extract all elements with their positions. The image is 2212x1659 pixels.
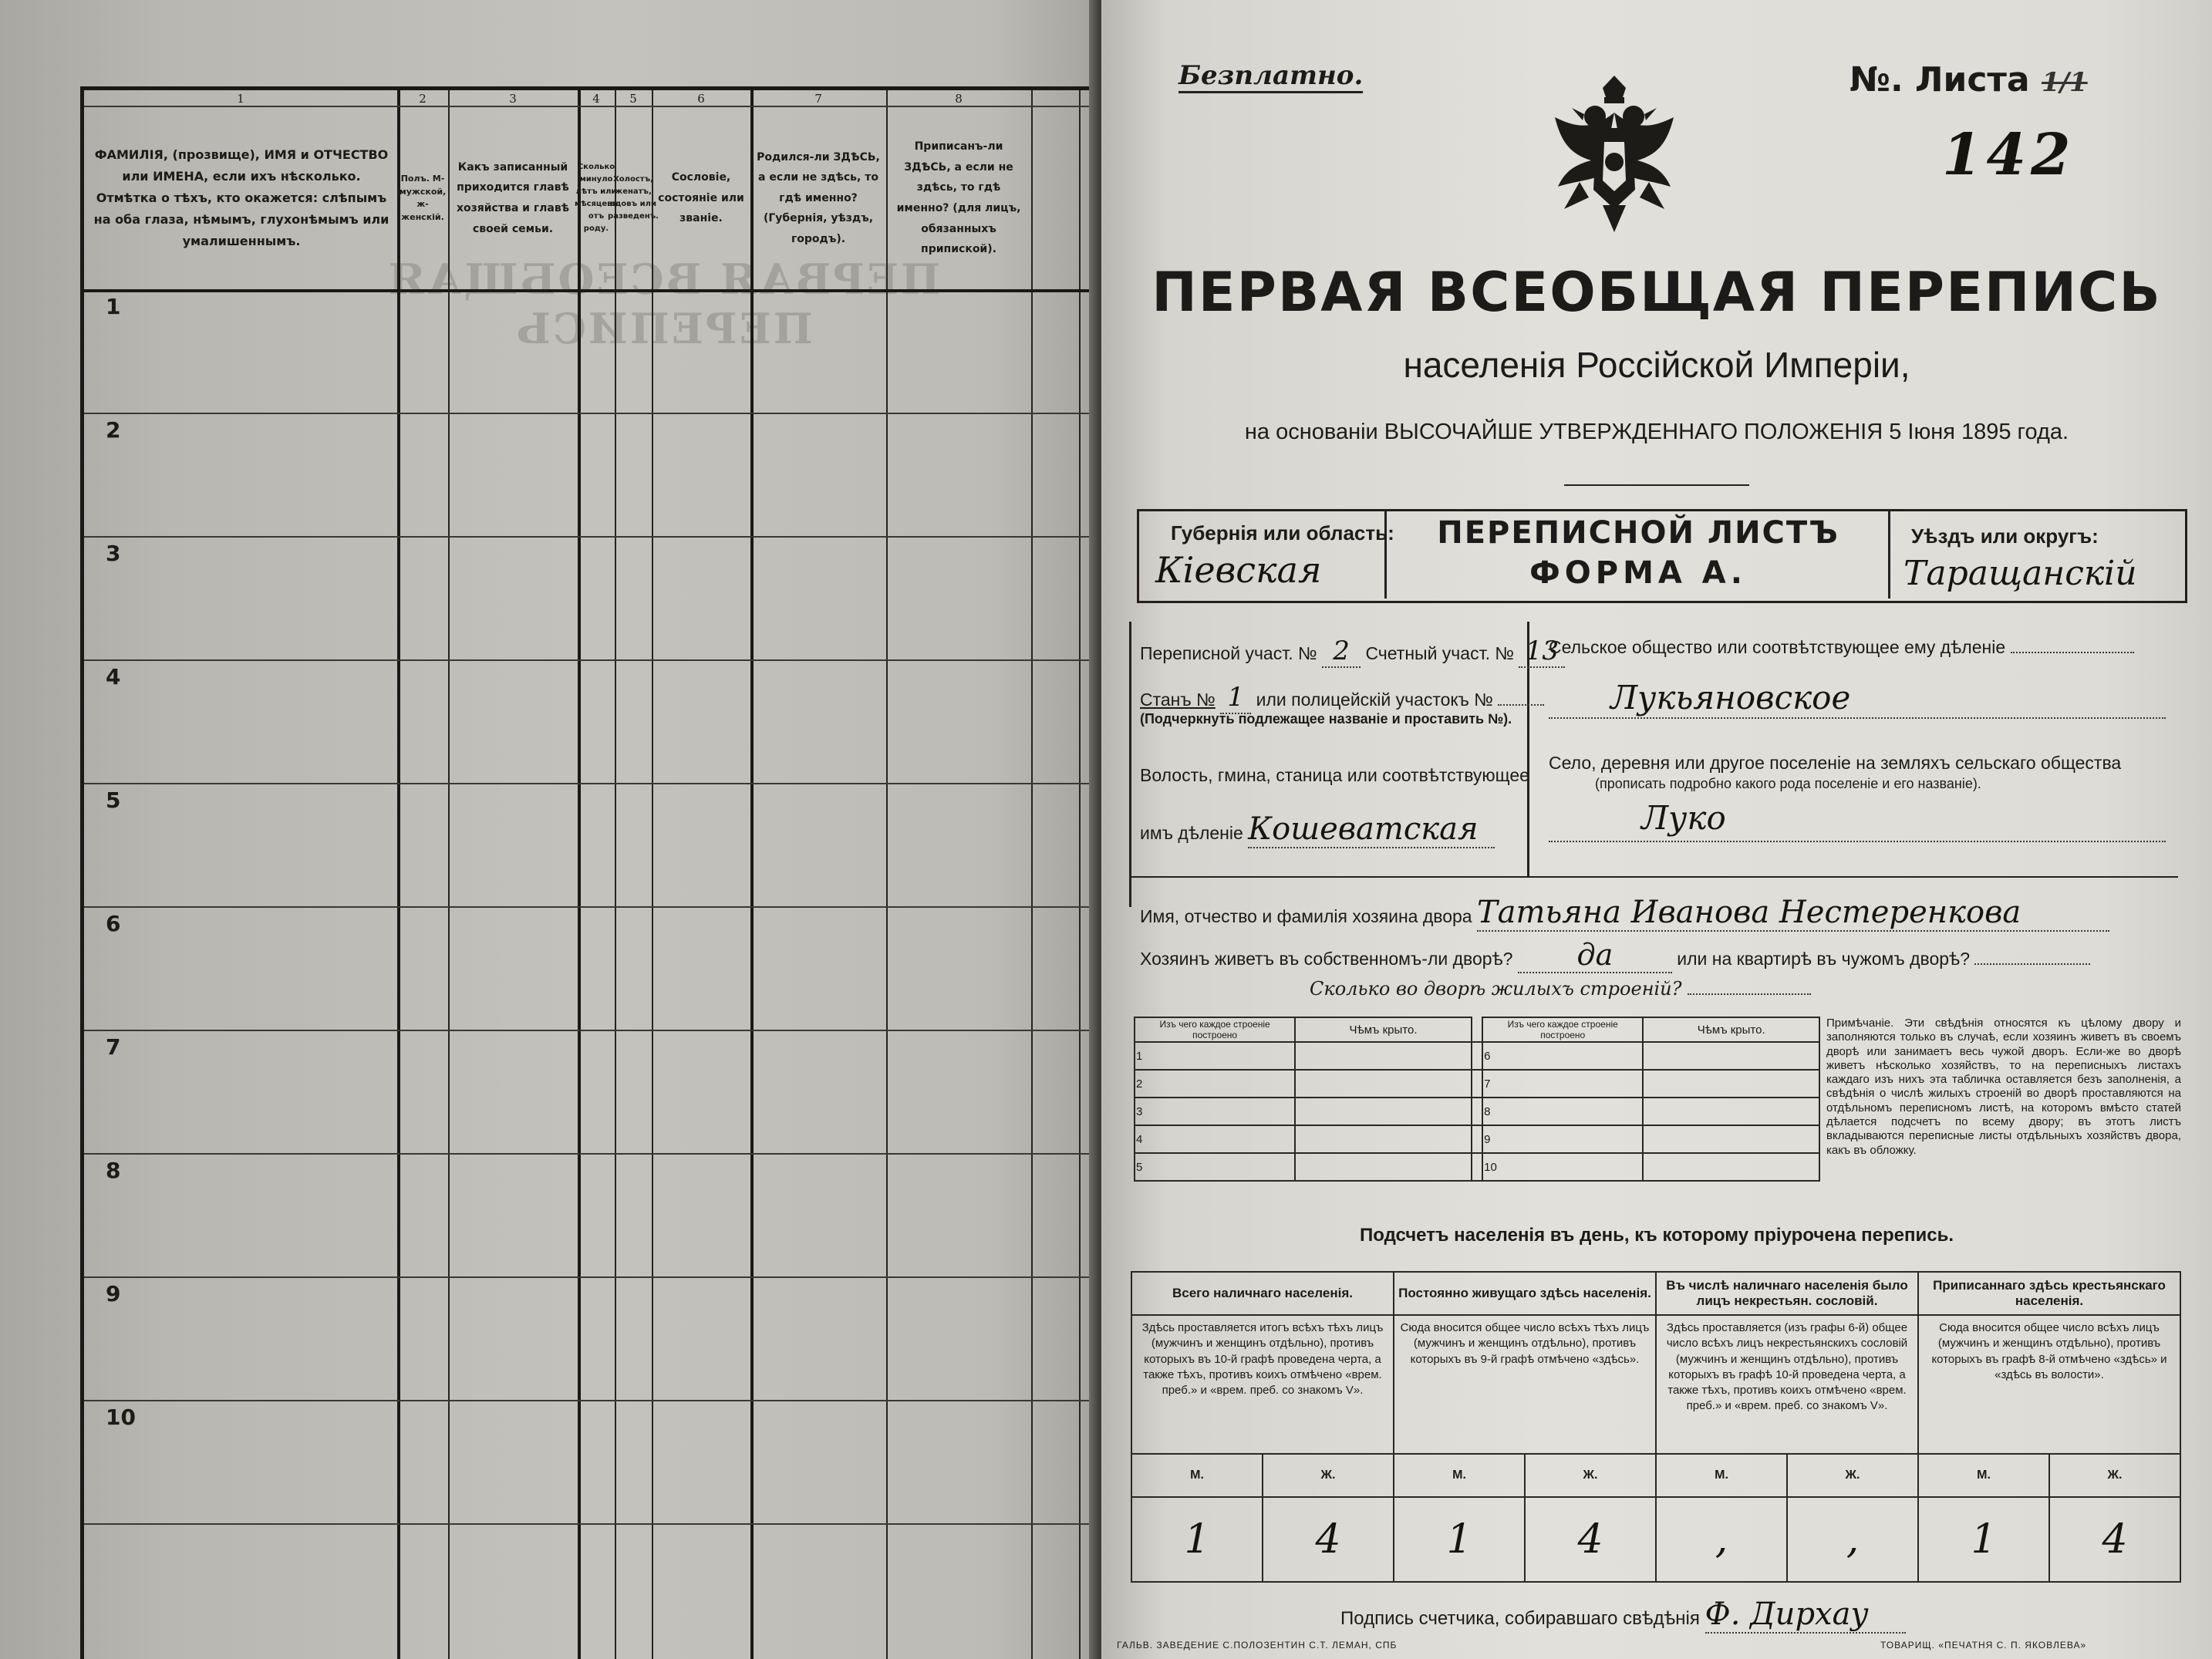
row-number: 8 [106, 1158, 121, 1183]
count-group-head: Въ числѣ наличнаго населенія было лицъ некрестьян. сословій. [1656, 1272, 1918, 1315]
person-register-grid [80, 86, 1101, 1659]
count-male-value: 1 [1394, 1497, 1525, 1582]
count-group-head: Приписаннаго здѣсь крестьянскаго населенія. [1918, 1272, 2180, 1315]
underline-note: (Подчеркнуть подлежащее названіе и проставить №). [1140, 711, 1512, 727]
subtitle: населенія Россійской Имперіи, [1403, 345, 1910, 385]
count-group-head: Всего наличнаго населенія. [1131, 1272, 1394, 1315]
lives-own-value: да [1518, 938, 1672, 973]
village-value: Луко [1641, 799, 1726, 837]
building-row-number: 6 [1482, 1042, 1643, 1070]
row-number: 6 [106, 911, 121, 936]
ornament-divider [1564, 484, 1749, 486]
buildings-row: Сколько во дворѣ жилыхъ строеній? [1310, 978, 1811, 1000]
column-number: 6 [697, 92, 705, 106]
male-label: М. [1918, 1454, 2049, 1497]
count-group-head: Постоянно живущаго здѣсь населенія. [1394, 1272, 1656, 1315]
row-number: 9 [106, 1281, 121, 1307]
column-number: 8 [955, 92, 963, 106]
col-built: Изъ чего каждое строеніе построено [1135, 1017, 1295, 1042]
census-section-row: Переписной участ. № 2 Счетный участ. № 13 [1140, 636, 1565, 668]
show-through-text: ПЕРВАЯ ВСЕОБЩАЯ ПЕРЕПИСЬ [386, 255, 941, 353]
right-page [1101, 0, 2212, 1659]
uezd-value: Таращанскій [1903, 554, 2137, 593]
row-number: 1 [106, 294, 121, 319]
row-number: 5 [106, 787, 121, 813]
column-number: 7 [814, 92, 822, 106]
volost-row: имъ дѣленіе Кошеватская [1140, 811, 1495, 848]
count-female-value: 4 [1525, 1497, 1656, 1582]
sheet-label: №. Листа [1850, 60, 2030, 99]
male-label: М. [1656, 1454, 1787, 1497]
village-label: Село, деревня или другое поселеніе на земляхъ сельскаго общества [1549, 753, 2122, 773]
building-row-number: 4 [1135, 1125, 1295, 1153]
column-number: 4 [592, 92, 600, 106]
stan-value: 1 [1220, 682, 1251, 714]
column-number: 3 [509, 92, 517, 106]
buildings-table [1134, 1017, 1820, 1182]
count-section-value: 13 [1519, 636, 1565, 668]
building-row-number: 3 [1135, 1098, 1295, 1125]
column-header-name: ФАМИЛІЯ, (прозвище), ИМЯ и ОТЧЕСТВО или ИМЕНА, если ихъ нѣсколько. Отмѣтка о тѣхъ, кто окажется: слѣпымъ на оба глаза, нѣмымъ, глухонѣмымъ или умалишеннымъ. [93, 147, 389, 248]
row-number: 7 [106, 1034, 121, 1060]
sheet-number-block [1850, 60, 2088, 99]
volost-value: Кошеватская [1248, 811, 1495, 848]
count-group-desc: Сюда вносится общее число всѣхъ лицъ (мужчинъ и женщинъ отдѣльно), противъ которыхъ въ графѣ 8-й отмѣчено «здѣсь» и «здѣсь въ волости». [1918, 1315, 2180, 1454]
male-label: М. [1131, 1454, 1263, 1497]
column-number: 5 [629, 92, 637, 106]
count-male-value: 1 [1131, 1497, 1263, 1582]
column-header-sex: Полъ. М-мужской, ж-женскій. [399, 174, 447, 222]
count-male-value: 1 [1918, 1497, 2049, 1582]
column-header-birthplace: Родился-ли ЗДѢСЬ, а если не здѣсь, то гдѣ именно? (Губернія, уѣздъ, городъ). [757, 150, 880, 245]
female-label: Ж. [1525, 1454, 1656, 1497]
col-roof: Чѣмъ крыто. [1643, 1017, 1819, 1042]
col-built: Изъ чего каждое строеніе построено [1482, 1017, 1643, 1042]
signature-row: Подпись счетчика, собиравшаго свѣдѣнія Ф. Дирхау [1340, 1597, 1906, 1634]
building-row-number: 2 [1135, 1070, 1295, 1098]
female-label: Ж. [1787, 1454, 1918, 1497]
column-header-marital: Холостъ, женатъ, вдовъ или разведенъ. [608, 175, 659, 221]
count-female-value: 4 [1263, 1497, 1394, 1582]
population-count-table [1131, 1271, 2181, 1583]
village-note: (прописать подробно какого рода поселеніе и его названіе). [1595, 776, 1981, 791]
column-header-relation: Какъ записанный приходится главѣ хозяйства и главѣ своей семьи. [456, 160, 570, 235]
signature-value: Ф. Дирхау [1705, 1597, 1906, 1634]
count-group-desc: Сюда вносится общее число всѣхъ тѣхъ лицъ (мужчинъ и женщинъ отдѣльно), противъ которыхъ въ 9-й графѣ отмѣчено «здѣсь». [1394, 1315, 1656, 1454]
column-header-registered: Приписанъ-ли ЗДѢСЬ, а если не здѣсь, то гдѣ именно? (для лицъ, обязанныхъ припиской). [896, 140, 1021, 256]
printer-imprint-right: ТОВАРИЩ. «ПЕЧАТНЯ С. П. ЯКОВЛЕВА» [1880, 1640, 2087, 1651]
guberniya-value: Кіевская [1155, 549, 1322, 591]
column-header-age: Сколько минуло лѣтъ или мѣсяцевъ отъ роду. [575, 163, 618, 233]
male-label: М. [1394, 1454, 1525, 1497]
main-title: ПЕРВАЯ ВСЕОБЩАЯ ПЕРЕПИСЬ [1152, 261, 2162, 324]
count-male-value: , [1656, 1497, 1787, 1582]
column-number: 1 [237, 92, 244, 106]
owner-value: Татьяна Иванова Нестеренкова [1477, 895, 2109, 932]
uezd-label: Уѣздъ или округъ: [1911, 524, 2099, 548]
building-row-number: 5 [1135, 1153, 1295, 1181]
left-page [0, 0, 1101, 1659]
legal-basis: на основаніи ВЫСОЧАЙШЕ УТВЕРЖДЕННАГО ПОЛОЖЕНІЯ 5 Іюня 1895 года. [1244, 420, 2069, 444]
owner-row: Имя, отчество и фамилія хозяина двора Татьяна Иванова Нестеренкова [1140, 895, 2109, 932]
printer-imprint-left: ГАЛЬВ. ЗАВЕДЕНИЕ С.ПОЛОЗЕНТИН С.Т. ЛЕМАН, СПБ [1117, 1640, 1398, 1651]
col-roof: Чѣмъ крыто. [1295, 1017, 1472, 1042]
female-label: Ж. [2049, 1454, 2180, 1497]
residence-row: Хозяинъ живетъ въ собственномъ-ли дворѣ? да или на квартирѣ въ чужомъ дворѣ? [1140, 938, 2090, 973]
form-title-2: ФОРМА А. [1529, 555, 1747, 591]
row-number: 3 [106, 541, 121, 566]
building-row-number: 8 [1482, 1098, 1643, 1125]
building-row-number: 1 [1135, 1042, 1295, 1070]
building-row-number: 10 [1482, 1153, 1643, 1181]
rural-society-label: Сельское общество или соотвѣтствующее ему дѣленіе [1549, 637, 2134, 658]
row-number: 10 [106, 1404, 136, 1430]
note-text: Примѣчаніе. Эти свѣдѣнія относятся къ цѣлому двору и заполняются только въ случаѣ, если хозяинъ живетъ въ своемъ дворѣ или занимаетъ весь чужой дворъ. Если-же во дворѣ живетъ нѣсколько хозяйствъ, то на переписныхъ листахъ каждаго изъ нихъ эта табличка оставляется безъ заполненія, а свѣдѣнія о числѣ жилыхъ строеній во дворѣ проставляются на отдѣльномъ переписномъ листѣ, на которомъ вмѣсто статей дѣлается подсчетъ по всему двору; въ этотъ листъ вкладываются переписные листы отдѣльныхъ хозяйствъ двора, какъ въ обложку. [1826, 1017, 2181, 1157]
census-section-value: 2 [1322, 636, 1361, 668]
row-number: 4 [106, 664, 121, 690]
form-title-1: ПЕРЕПИСНОЙ ЛИСТЪ [1437, 515, 1839, 551]
sheet-number-handwritten: 142 [1942, 122, 2075, 188]
imperial-eagle-icon [1549, 74, 1680, 236]
count-female-value: , [1787, 1497, 1918, 1582]
column-header-estate: Сословіе, состояніе или званіе. [658, 171, 744, 225]
count-group-desc: Здѣсь проставляется итогъ всѣхъ тѣхъ лицъ (мужчинъ и женщинъ отдѣльно), противъ которыхъ въ 10-й графѣ проведена черта, а также тѣхъ, противъ коихъ отмѣчено «врем. преб.» и «врем. преб. со знакомъ V». [1131, 1315, 1394, 1454]
female-label: Ж. [1263, 1454, 1394, 1497]
free-label: Безплатно. [1178, 60, 1363, 93]
count-female-value: 4 [2049, 1497, 2180, 1582]
building-row-number: 7 [1482, 1070, 1643, 1098]
column-number: 2 [419, 92, 427, 106]
stan-row: Станъ № 1 или полицейскій участокъ № [1140, 682, 1544, 714]
building-row-number: 9 [1482, 1125, 1643, 1153]
sheet-number-crossed: 1/1 [2041, 67, 2088, 98]
count-title: Подсчетъ населенія въ день, къ которому пріурочена перепись. [1360, 1225, 1954, 1246]
count-group-desc: Здѣсь проставляется (изъ графы 6-й) общее число всѣхъ лицъ некрестьянскихъ сословій (мужчинъ и женщинъ отдѣльно), противъ которыхъ въ графѣ 10-й проведена черта, а также тѣхъ, противъ коихъ отмѣчено «врем. преб.» и «врем. преб. со знакомъ V». [1656, 1315, 1918, 1454]
rural-society-value: Лукьяновское [1610, 679, 1851, 717]
volost-label-1: Волость, гмина, станица или соотвѣтствующее [1140, 765, 1529, 785]
row-number: 2 [106, 417, 121, 443]
guberniya-label: Губернія или область: [1171, 521, 1394, 545]
